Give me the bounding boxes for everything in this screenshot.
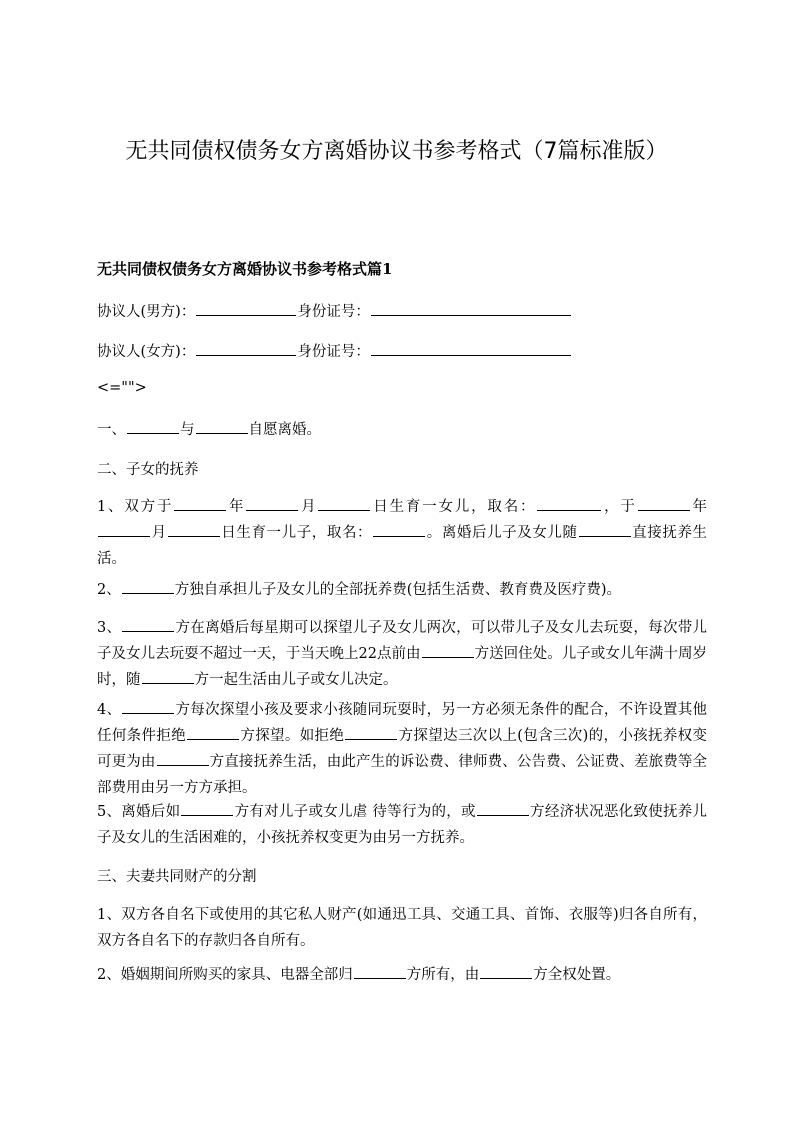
p1-text-i: 。离婚后儿子及女儿随 xyxy=(426,525,578,541)
p1-blank-day-2 xyxy=(168,535,220,537)
p3-text-c: 方送回住处。儿子或女儿年满十周岁时，随 xyxy=(97,646,708,688)
stray-markup-text: <=""> xyxy=(97,380,147,396)
party-female-id-blank xyxy=(371,354,571,356)
p4-blank-party-4 xyxy=(157,764,209,766)
p3-text-a: 3、 xyxy=(97,620,122,636)
party-male-line xyxy=(97,302,572,322)
id-label-female: 身份证号： xyxy=(297,344,370,360)
paragraph-6: 1、双方各自名下或使用的其它私人财产(如通迅工具、交通工具、首饰、衣服等)归各自所有，双方各自名下的存款归各自所有。 xyxy=(97,907,707,949)
p4-blank-party-3 xyxy=(345,738,397,740)
p3-blank-party-1 xyxy=(122,630,174,632)
heading-child-custody: 二、子女的抚养 xyxy=(97,462,199,478)
p1-text-c: 月 xyxy=(299,499,318,515)
p4-text-b: 方每次探望小孩及要求小孩随同玩耍时，另一方必须无条件的配合，不许设置其他任何条件拒绝 xyxy=(97,702,707,744)
p7-text-c: 方全权处置。 xyxy=(533,967,621,983)
item-1-mid: 与 xyxy=(180,422,195,438)
p1-blank-month-1 xyxy=(246,509,298,511)
party-female-line xyxy=(97,342,572,362)
p1-text-h: 日生育一儿子，取名： xyxy=(220,525,373,541)
p5-text-a: 5、离婚后如 xyxy=(97,804,181,820)
p1-blank-year-2 xyxy=(638,509,690,511)
heading-property-division: 三、夫妻共同财产的分割 xyxy=(97,869,257,885)
party-female-label: 协议人(女方)： xyxy=(97,344,196,360)
p3-blank-party-2 xyxy=(422,656,474,658)
p5-blank-party-2 xyxy=(477,814,529,816)
paragraph-5 xyxy=(97,799,707,851)
p1-blank-day-1 xyxy=(318,509,370,511)
party-female-name-blank xyxy=(196,354,296,356)
party-male-id-blank xyxy=(371,314,571,316)
item-1-suffix: 自愿离婚。 xyxy=(248,422,321,438)
party-male-label: 协议人(男方)： xyxy=(97,304,196,320)
p4-blank-party-1 xyxy=(122,712,174,714)
p2-text-a: 2、 xyxy=(97,582,121,598)
item-1-blank-a xyxy=(127,432,179,434)
document-title: 无共同债权债务女方离婚协议书参考格式（7篇标准版） xyxy=(125,139,668,164)
p4-text-d: 方探望达三次以上(包含三次)的，小孩抚养权变可更为由 xyxy=(97,728,708,770)
p5-text-b: 方有对儿子或女儿虐 待等行为的，或 xyxy=(234,804,476,820)
p3-text-b: 方在离婚后每星期可以探望儿子及女儿两次，可以带儿子及女儿去玩耍，每次带儿子及女儿去玩耍不超过一天，于当天晚上22点前由 xyxy=(97,620,707,662)
p4-blank-party-2 xyxy=(187,738,239,740)
p5-blank-party-1 xyxy=(181,814,233,816)
item-1-line xyxy=(97,420,321,440)
p4-text-e: 方直接抚养生活，由此产生的诉讼费、律师费、公告费、公证费、差旅费等全部费用由另一方方承担。 xyxy=(97,754,708,796)
paragraph-7 xyxy=(97,962,707,988)
p7-text-a: 2、婚姻期间所购买的家具、电器全部归 xyxy=(97,967,353,983)
p1-blank-son-name xyxy=(373,535,425,537)
paragraph-1 xyxy=(97,494,707,572)
p5-text-c: 方经济状况恶化致使抚养儿子及女儿的生活困难的，小孩抚养权变更为由另一方抚养。 xyxy=(97,804,707,846)
p7-blank-party-1 xyxy=(354,977,406,979)
paragraph-2 xyxy=(97,577,707,603)
p1-blank-year-1 xyxy=(174,509,226,511)
p4-text-c: 方探望。如拒绝 xyxy=(240,728,345,744)
p3-text-d: 方一起生活由儿子或女儿决定。 xyxy=(194,672,398,688)
party-male-name-blank xyxy=(196,314,296,316)
p7-text-b: 方所有，由 xyxy=(406,967,480,983)
item-1-prefix: 一、 xyxy=(97,422,126,438)
p1-text-b: 年 xyxy=(227,499,246,515)
p2-text-b: 方独自承担儿子及女儿的全部抚养费(包括生活费、教育费及医疗费)。 xyxy=(174,582,622,598)
p2-blank-party xyxy=(122,592,174,594)
paragraph-4 xyxy=(97,697,707,801)
section-title: 无共同债权债务女方离婚协议书参考格式篇1 xyxy=(97,260,393,278)
p1-blank-daughter-name xyxy=(537,509,601,511)
p1-blank-month-2 xyxy=(98,535,150,537)
paragraph-3 xyxy=(97,615,707,693)
p1-text-g: 月 xyxy=(151,525,167,541)
p1-text-j: 直接抚养生活。 xyxy=(97,525,708,567)
p1-text-a: 1、双方于 xyxy=(97,499,174,515)
item-1-blank-b xyxy=(196,432,248,434)
p7-blank-party-2 xyxy=(480,977,532,979)
p1-text-d: 日生育一女儿，取名： xyxy=(371,499,537,515)
p1-text-f: 年 xyxy=(690,499,708,515)
id-label-male: 身份证号： xyxy=(297,304,370,320)
p1-text-e: ，于 xyxy=(602,499,637,515)
p4-text-a: 4、 xyxy=(97,702,122,718)
p3-blank-party-3 xyxy=(142,682,194,684)
p1-blank-custodian xyxy=(579,535,631,537)
